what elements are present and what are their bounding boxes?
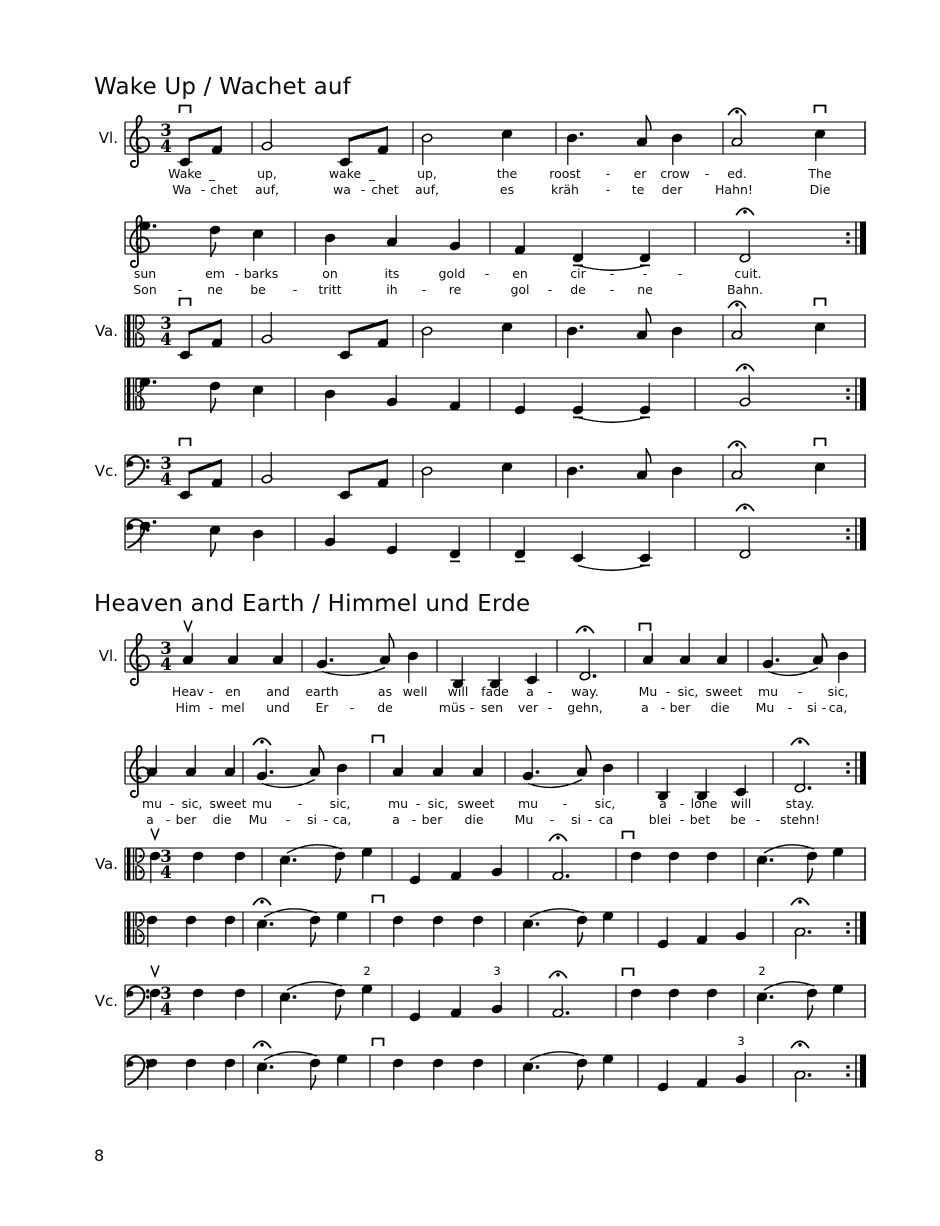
lyric-syllable-en: barks [243, 266, 279, 281]
lyric-syllable-de: de [377, 700, 393, 715]
staff-system-1-4 [95, 964, 866, 1024]
fingering-number: 3 [737, 1034, 745, 1048]
lyric-syllable-en: er [633, 166, 647, 181]
fingering-number: 3 [493, 964, 501, 978]
lyric-syllable-de: Mu [514, 812, 534, 827]
page-number: 8 [94, 1146, 105, 1165]
lyric-syllable-en: up, [417, 166, 437, 181]
lyric-syllable-en: well [402, 684, 428, 699]
lyric-syllable-en: - [297, 796, 303, 811]
lyric-syllable-en: mu [517, 796, 539, 811]
lyric-syllable-en: - [642, 266, 648, 281]
beam [349, 126, 388, 142]
time-signature-denominator: 4 [160, 863, 172, 882]
lyric-syllable-en: _ [368, 166, 376, 181]
lyric-syllable-de: die [464, 812, 484, 827]
up-bow-icon [151, 966, 159, 977]
lyric-syllable-de: müs [438, 700, 466, 715]
slur [264, 909, 317, 917]
lyric-syllable-en: gold [438, 266, 466, 281]
lyric-syllable-en: en [225, 684, 241, 699]
augmentation-dot [566, 1011, 570, 1015]
lyric-syllable-en: - [704, 166, 710, 181]
lyric-syllable-de: ber [669, 700, 691, 715]
lyric-syllable-en: will [447, 684, 469, 699]
fermata-dot [743, 506, 747, 510]
lyric-syllable-en: - [234, 266, 240, 281]
lyric-syllable-en: mu [757, 684, 779, 699]
staff-system-0-1 [125, 208, 866, 297]
slur [768, 668, 818, 676]
fermata-dot [583, 628, 587, 632]
song-title-2: Heaven and Earth / Himmel und Erde [94, 591, 531, 617]
lyric-syllable-en: way. [571, 684, 599, 699]
lyric-syllable-en: - [797, 684, 803, 699]
staff-system-1-5 [125, 1034, 866, 1102]
down-bow-icon [180, 439, 191, 447]
augmentation-dot [808, 786, 812, 790]
lyric-syllable-de: chet [371, 182, 399, 197]
slur [578, 566, 645, 571]
time-signature-denominator: 4 [160, 137, 172, 156]
lyric-syllable-de: - [349, 700, 355, 715]
lyric-syllable-de: ne [637, 282, 653, 297]
augmentation-dot [536, 922, 540, 926]
lyric-syllable-en: and [266, 684, 290, 699]
lyric-syllable-en: a [526, 684, 534, 699]
time-signature-numerator: 3 [160, 847, 172, 866]
augmentation-dot [536, 770, 540, 774]
eighth-flag [311, 932, 316, 947]
staff-system-0-2 [95, 299, 866, 360]
instrument-label: Vc. [94, 992, 118, 1010]
repeat-thick-barline [860, 222, 866, 255]
staff-system-1-2 [95, 829, 866, 888]
lyric-syllable-de: - [285, 812, 291, 827]
lyric-syllable-de: a [641, 700, 649, 715]
lyric-syllable-en: en [512, 266, 528, 281]
lyric-syllable-en: mu [141, 796, 163, 811]
augmentation-dot [776, 658, 780, 662]
lyric-syllable-en: em [205, 266, 225, 281]
lyric-syllable-de: es [499, 182, 515, 197]
augmentation-dot [270, 922, 274, 926]
repeat-dot [846, 930, 850, 934]
up-bow-icon [151, 829, 159, 840]
lyric-syllable-de: ver [517, 700, 539, 715]
down-bow-icon [373, 736, 384, 744]
lyric-syllable-en: its [384, 266, 400, 281]
lyric-syllable-de: si [807, 700, 817, 715]
eighth-flag [336, 1005, 341, 1020]
repeat-dot [846, 396, 850, 400]
beam [189, 319, 222, 335]
lyric-syllable-en: Mu [638, 684, 658, 699]
augmentation-dot [536, 1065, 540, 1069]
lyric-syllable-de: - [200, 182, 206, 197]
staff-system-0-4 [95, 439, 866, 500]
lyric-syllable-de: ber [421, 812, 443, 827]
slur [530, 1052, 584, 1060]
song-title-1: Wake Up / Wachet auf [94, 74, 351, 100]
lyric-syllable-de: - [547, 282, 553, 297]
lyric-syllable-de: be [250, 282, 266, 297]
lyric-syllable-de: si [571, 812, 581, 827]
treble-clef-icon [130, 746, 149, 797]
time-signature-numerator: 3 [160, 314, 172, 333]
lyric-syllable-de: - [787, 700, 793, 715]
staff-system-0-0 [99, 106, 866, 198]
staff-system-1-1 [125, 736, 866, 828]
lyric-syllable-de: ber [175, 812, 197, 827]
repeat-dot [846, 536, 850, 540]
instrument-label: Vc. [94, 462, 118, 480]
lyric-syllable-en: - [562, 796, 568, 811]
lyric-syllable-en: sun [133, 266, 157, 281]
lyric-syllable-de: chet [210, 182, 238, 197]
lyric-syllable-de: - [469, 700, 475, 715]
slur [528, 780, 582, 788]
lyric-syllable-de: Mu [755, 700, 775, 715]
eighth-flag [578, 1075, 583, 1090]
tenuto-mark [450, 561, 460, 563]
lyric-syllable-en: - [609, 266, 615, 281]
lyric-syllable-en: sic, [827, 684, 849, 699]
lyric-syllable-de: - [165, 812, 171, 827]
slur [262, 780, 315, 788]
lyric-syllable-en: cir [570, 266, 586, 281]
lyric-syllable-de: ca, [332, 812, 352, 827]
lyric-syllable-de: - [660, 700, 666, 715]
lyric-syllable-en: ed. [727, 166, 747, 181]
lyric-syllable-en: earth [305, 684, 339, 699]
lyric-syllable-de: kräh [551, 182, 579, 197]
lyric-syllable-en: - [415, 796, 421, 811]
down-bow-icon [180, 299, 191, 307]
beam [189, 126, 222, 142]
lyric-syllable-en: Heav [171, 684, 205, 699]
time-signature-numerator: 3 [160, 984, 172, 1003]
repeat-dot [846, 1065, 850, 1069]
lyric-syllable-de: ca [598, 812, 614, 827]
treble-clef-icon [130, 634, 149, 685]
lyric-syllable-de: Die [809, 182, 831, 197]
repeat-dot [846, 770, 850, 774]
instrument-label: Va. [94, 855, 118, 873]
eighth-flag [808, 1005, 813, 1020]
lyric-syllable-de: gol [510, 282, 530, 297]
eighth-flag [808, 868, 813, 883]
lyric-syllable-de: der [661, 182, 683, 197]
lyric-syllable-de: mel [221, 700, 245, 715]
time-signature-numerator: 3 [160, 121, 172, 140]
lyric-syllable-de: gehn, [567, 700, 603, 715]
beam [349, 459, 388, 475]
instrument-label: Va. [94, 322, 118, 340]
augmentation-dot [566, 874, 570, 878]
lyric-syllable-de: die [710, 700, 730, 715]
lyric-syllable-en: Wake [168, 166, 202, 181]
lyric-syllable-de: Wa [172, 182, 192, 197]
staff-system-0-5 [125, 504, 866, 570]
lyric-syllable-de: Son [133, 282, 157, 297]
lyric-syllable-en: - [484, 266, 490, 281]
lyric-syllable-de: Mu [248, 812, 268, 827]
lyric-syllable-en: - [679, 796, 685, 811]
down-bow-icon [815, 439, 826, 447]
beam [349, 319, 388, 335]
lyric-syllable-de: a [392, 812, 400, 827]
up-bow-icon [184, 621, 192, 632]
lyric-syllable-de: Hahn! [715, 182, 753, 197]
augmentation-dot [580, 132, 584, 136]
fermata-dot [556, 836, 560, 840]
augmentation-dot [153, 380, 157, 384]
augmentation-dot [770, 995, 774, 999]
repeat-thick-barline [860, 912, 866, 945]
lyric-syllable-en: roost [549, 166, 581, 181]
time-signature-denominator: 4 [160, 1000, 172, 1019]
lyric-syllable-de: - [549, 812, 555, 827]
lyric-syllable-de: si [307, 812, 317, 827]
lyric-syllable-de: de [570, 282, 586, 297]
slur [764, 982, 814, 990]
instrument-label: Vl. [98, 129, 118, 147]
time-signature-denominator: 4 [160, 470, 172, 489]
lyric-syllable-de: - [679, 812, 685, 827]
treble-clef-icon [130, 116, 149, 167]
lyric-syllable-en: up, [257, 166, 277, 181]
lyric-syllable-de: re [448, 282, 462, 297]
time-signature-denominator: 4 [160, 655, 172, 674]
lyric-syllable-en: - [665, 684, 671, 699]
augmentation-dot [593, 674, 597, 678]
repeat-dot [846, 1073, 850, 1077]
repeat-thick-barline [860, 1055, 866, 1088]
lyric-syllable-de: - [411, 812, 417, 827]
augmentation-dot [330, 658, 334, 662]
lyric-syllable-en: The [808, 166, 832, 181]
eighth-flag [211, 398, 216, 413]
augmentation-dot [770, 858, 774, 862]
fermata-dot [735, 110, 739, 114]
lyric-syllable-de: Er [315, 700, 329, 715]
down-bow-icon [180, 106, 191, 114]
lyric-syllable-de: - [208, 700, 214, 715]
lyric-syllable-de: - [821, 700, 827, 715]
lyric-syllable-de: sen [480, 700, 504, 715]
down-bow-icon [815, 106, 826, 114]
fermata-dot [556, 973, 560, 977]
slur [264, 1052, 317, 1060]
repeat-dot [846, 232, 850, 236]
down-bow-icon [373, 1039, 384, 1047]
lyric-syllable-de: die [212, 812, 232, 827]
lyric-syllable-de: - [421, 282, 427, 297]
lyric-syllable-en: lone [690, 796, 718, 811]
lyric-syllable-en: sic, [329, 796, 351, 811]
staff-system-1-0 [99, 621, 866, 716]
lyric-syllable-de: Bahn. [726, 282, 764, 297]
lyric-syllable-de: wa [333, 182, 351, 197]
fingering-number: 2 [363, 964, 371, 978]
lyric-syllable-de: - [587, 812, 593, 827]
lyric-syllable-en: sweet [209, 796, 247, 811]
lyric-syllable-de: - [609, 282, 615, 297]
slur [530, 909, 584, 917]
slur [322, 668, 385, 676]
fermata-dot [735, 303, 739, 307]
repeat-dot [846, 922, 850, 926]
repeat-dot [846, 388, 850, 392]
down-bow-icon [640, 624, 651, 632]
lyric-syllable-de: ca, [828, 700, 848, 715]
lyric-syllable-de: a [146, 812, 154, 827]
lyric-syllable-en: sweet [705, 684, 743, 699]
eighth-flag [211, 242, 216, 257]
lyric-syllable-en: as [377, 684, 393, 699]
repeat-dot [846, 240, 850, 244]
lyric-syllable-en: stay. [785, 796, 815, 811]
fermata-dot [743, 210, 747, 214]
augmentation-dot [270, 1065, 274, 1069]
time-signature-numerator: 3 [160, 639, 172, 658]
lyric-syllable-en: a [659, 796, 667, 811]
fermata-dot [735, 443, 739, 447]
beam [189, 459, 222, 475]
tenuto-mark [515, 561, 525, 563]
lyric-syllable-de: - [323, 812, 329, 827]
staff-system-0-3 [125, 364, 866, 422]
slur [764, 845, 814, 853]
fermata-dot [260, 1043, 264, 1047]
down-bow-icon [373, 896, 384, 904]
lyric-syllable-de: auf, [255, 182, 279, 197]
lyric-syllable-de: te [631, 182, 645, 197]
augmentation-dot [293, 995, 297, 999]
lyric-syllable-de: und [266, 700, 290, 715]
repeat-thick-barline [860, 518, 866, 551]
instrument-label: Vl. [98, 647, 118, 665]
lyric-syllable-en: on [322, 266, 338, 281]
down-bow-icon [623, 832, 634, 840]
slur [578, 418, 645, 423]
fermata-dot [260, 740, 264, 744]
augmentation-dot [153, 520, 157, 524]
fermata-dot [260, 900, 264, 904]
lyric-syllable-de: bet [689, 812, 711, 827]
augmentation-dot [270, 770, 274, 774]
lyric-syllable-en: _ [208, 166, 216, 181]
augmentation-dot [808, 1073, 812, 1077]
augmentation-dot [808, 930, 812, 934]
fermata-dot [798, 740, 802, 744]
lyric-syllable-de: - [605, 182, 611, 197]
lyric-syllable-en: - [169, 796, 175, 811]
repeat-dot [846, 762, 850, 766]
down-bow-icon [623, 969, 634, 977]
repeat-thick-barline [860, 752, 866, 785]
lyric-syllable-en: mu [387, 796, 409, 811]
lyric-syllable-en: wake [328, 166, 362, 181]
time-signature-numerator: 3 [160, 454, 172, 473]
lyric-syllable-en: - [208, 684, 214, 699]
slur [287, 845, 342, 853]
lyric-syllable-en: sweet [457, 796, 495, 811]
augmentation-dot [153, 224, 157, 228]
lyric-syllable-de: be [730, 812, 746, 827]
lyric-syllable-de: ne [207, 282, 223, 297]
fermata-dot [798, 900, 802, 904]
lyric-syllable-de: - [755, 812, 761, 827]
lyric-syllable-en: - [677, 266, 683, 281]
lyric-syllable-en: mu [251, 796, 273, 811]
augmentation-dot [580, 325, 584, 329]
lyric-syllable-de: Him [175, 700, 201, 715]
lyric-syllable-de: blei [648, 812, 672, 827]
fermata-dot [798, 1043, 802, 1047]
eighth-flag [578, 932, 583, 947]
lyric-syllable-en: crow [660, 166, 690, 181]
lyric-syllable-en: fade [481, 684, 509, 699]
fingering-number: 2 [758, 964, 766, 978]
lyric-syllable-de: auf, [415, 182, 439, 197]
lyric-syllable-en: sic, [594, 796, 616, 811]
lyric-syllable-de: stehn! [780, 812, 820, 827]
repeat-thick-barline [860, 378, 866, 411]
lyric-syllable-en: - [605, 166, 611, 181]
lyric-syllable-de: tritt [318, 282, 342, 297]
lyric-syllable-en: cuit. [734, 266, 762, 281]
lyric-syllable-en: - [547, 684, 553, 699]
lyric-syllable-de: - [292, 282, 298, 297]
lyric-syllable-en: the [496, 166, 518, 181]
eighth-flag [311, 1075, 316, 1090]
fermata-dot [743, 366, 747, 370]
time-signature-denominator: 4 [160, 330, 172, 349]
down-bow-icon [815, 299, 826, 307]
lyric-syllable-de: - [360, 182, 366, 197]
lyric-syllable-en: sic, [181, 796, 203, 811]
lyric-syllable-de: - [177, 282, 183, 297]
slur [287, 982, 342, 990]
lyric-syllable-de: ih [386, 282, 398, 297]
lyric-syllable-de: - [547, 700, 553, 715]
augmentation-dot [293, 858, 297, 862]
lyric-syllable-en: sic, [427, 796, 449, 811]
lyric-syllable-en: sic, [677, 684, 699, 699]
lyric-syllable-en: will [730, 796, 752, 811]
augmentation-dot [580, 465, 584, 469]
staff-system-1-3 [125, 896, 866, 960]
eighth-flag [336, 868, 341, 883]
repeat-dot [846, 528, 850, 532]
